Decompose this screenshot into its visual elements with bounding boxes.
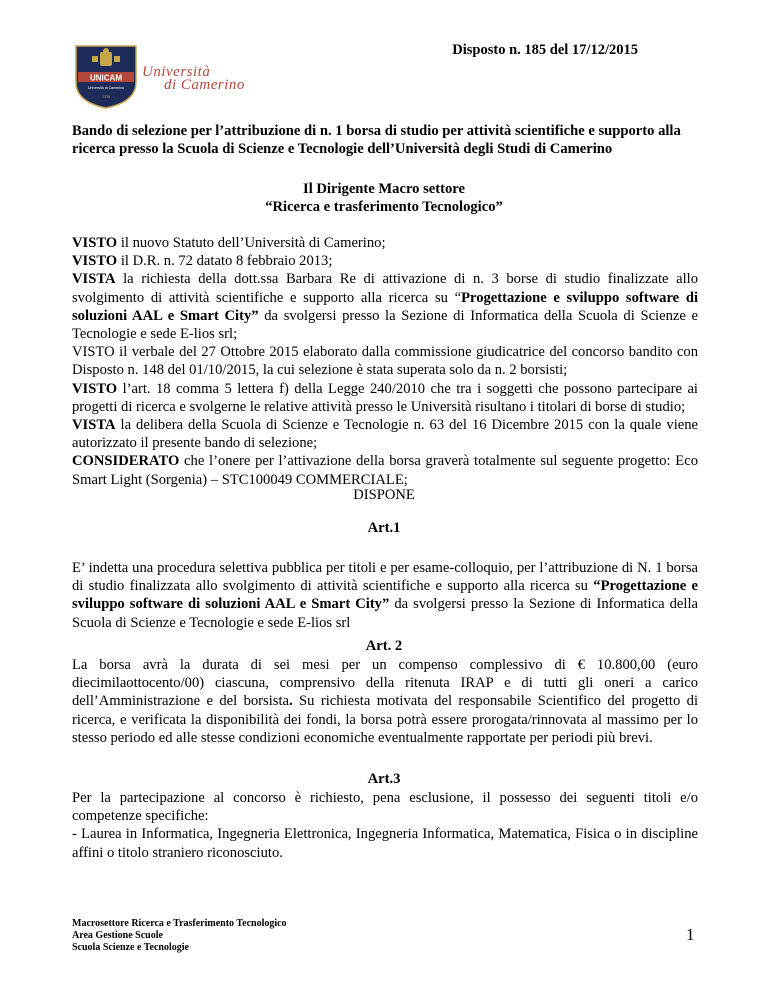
art2-body: La borsa avrà la durata di sei mesi per un compenso complessivo di € 10.800,00 (euro diecimilaottocento/00) ciascuna, comprensivo della ritenuta IRAP e di tutti gli oneri a carico dell’Amministrazione e del borsista. Su richiesta motivata del responsabile Scientifico del progetto di ricerca, e verificata la disponibilità dei fondi, la borsa potrà essere prorogata/rinnovata al massimo per lo stesso periodo ed alle stesse condizioni economiche eventualmente rapportate per periodi più brevi. — [72, 657, 698, 746]
wordmark-line2: di Camerino — [164, 77, 245, 93]
authority-line1: Il Dirigente Macro settore — [303, 181, 465, 197]
page-number: 1 — [686, 925, 695, 944]
art1-body: E’ indetta una procedura selettiva pubblica per titoli e per esame-colloquio, per l’attribuzione di N. 1 borsa di studio finalizzata allo svolgimento di attività scientifiche e supporto alla ricerca su “Progettazione e sviluppo software di soluzioni AAL e Smart City” da svolgersi presso la Sezione di Informatica della Scuola di Scienze e Tecnologie e sede E-lios srl — [72, 560, 699, 631]
art3-heading: Art.3 — [367, 771, 401, 787]
wordmark-line1: Università — [142, 64, 211, 80]
shield-subtext: Università di Camerino — [87, 86, 125, 90]
dispone-heading: DISPONE — [353, 487, 415, 503]
premise-item: VISTO l’art. 18 comma 5 lettera f) della Legge 240/2010 che tra i soggetti che possono partecipare ai progetti di ricerca e svolgerne le relative attività presso le Università risultano i titolari di borse di studio; — [72, 380, 698, 415]
premise-item: VISTA la richiesta della dott.ssa Barbara Re di attivazione di n. 3 borse di studio finalizzate allo svolgimento di attività scientifiche e supporto alla ricerca su “Progettazione e sviluppo software di soluzioni AAL e Smart City” da svolgersi presso la Sezione di Informatica della Scuola di Scienze e Tecnologie e sede E-lios srl; — [72, 271, 699, 343]
requirement-item: - Laurea in Informatica, Ingegneria Elettronica, Ingegneria Informatica, Matematica, Fisica o in discipline affini o titolo straniero riconosciuto. — [72, 826, 698, 861]
university-wordmark — [142, 66, 272, 94]
premise-item: VISTO il D.R. n. 72 datato 8 febbraio 2013; — [72, 253, 333, 270]
art2-heading: Art. 2 — [365, 638, 403, 654]
authority-line2: “Ricerca e trasferimento Tecnologico” — [265, 199, 503, 215]
premise-item: VISTO il nuovo Statuto dell’Università di Camerino; — [72, 235, 386, 251]
shield-year: 1336 — [102, 94, 110, 99]
art3-body: Per la partecipazione al concorso è richiesto, pena esclusione, il possesso dei seguenti titoli e/o competenze specifiche: - Laurea in Informatica, Ingegneria Elettronica, Ingegneria Informatica, Matematica, Fisica o in discipline affini o titolo straniero riconosciuto. — [72, 790, 698, 861]
premise-item: VISTA la delibera della Scuola di Scienze e Tecnologie n. 63 del 16 Dicembre 2015 con la quale viene autorizzato il presente bando di selezione; — [72, 417, 698, 452]
disposto-number: Disposto n. 185 del 17/12/2015 — [452, 42, 638, 58]
shield-text: UNICAM — [90, 73, 122, 83]
premises-block — [72, 234, 698, 489]
premise-item: CONSIDERATO che l’onere per l’attivazione della borsa graverà totalmente sul seguente progetto: Eco Smart Light (Sorgenia) – STC100049 COMMERCIALE; — [72, 453, 698, 488]
art1-heading: Art.1 — [367, 520, 401, 536]
footer-office: Macrosettore Ricerca e Trasferimento Tecnologico Area Gestione Scuole Scuola Scienze e Tecnologie — [72, 918, 287, 953]
document-title: Bando di selezione per l’attribuzione di n. 1 borsa di studio per attività scientifiche e supporto alla ricerca presso la Scuola di Scienze e Tecnologie dell’Università degli Studi di Camerino — [72, 123, 681, 157]
premise-item: VISTO il verbale del 27 Ottobre 2015 elaborato dalla commissione giudicatrice del concorso bandito con Disposto n. 148 del 01/10/2015, la cui selezione è stata superata solo da n. 2 borsisti; — [72, 344, 698, 379]
unicam-shield-logo — [72, 42, 140, 110]
